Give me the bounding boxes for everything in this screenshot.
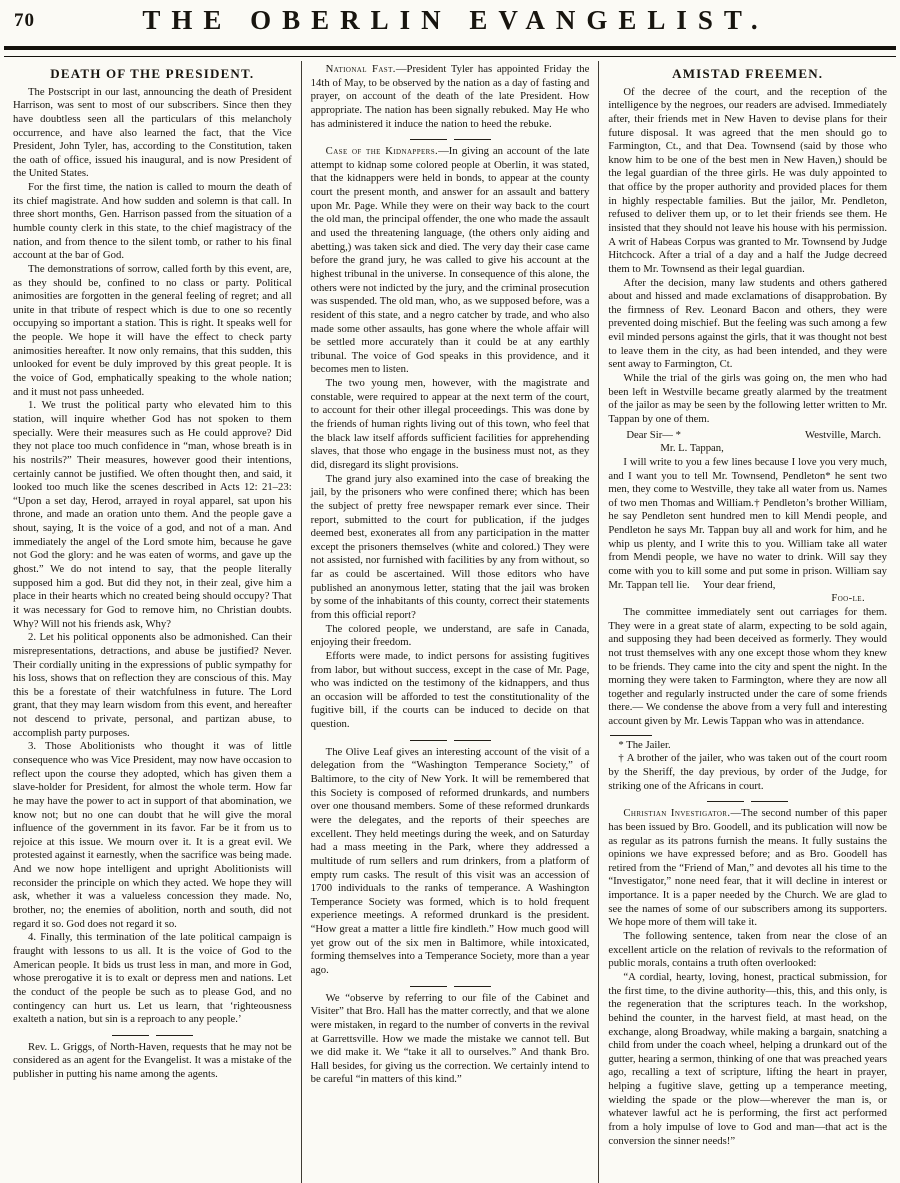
masthead-title: THE OBERLIN EVANGELIST. xyxy=(142,5,769,35)
page-header xyxy=(0,0,900,45)
paragraph: National Fast.—President Tyler has appointed Friday the 14th of May, to be observed by the nation as a day of fasting and prayer, on account of the death of the late President. How appropriate. The nation has been signally rebuked. May He who has administered it induce the nation to heed the rebuke. xyxy=(310,63,590,130)
letter-dateline xyxy=(608,427,887,443)
paragraph: The Olive Leaf gives an interesting account of the visit of a delegation from the “Washington Temperance Society,” of Baltimore, to the city of New York. It will be remembered that this Society is composed of reformed drunkards, and numbers over one thousand members. Some of these reformed drunkards were the delegates, and the reports of their speeches are excellent. They held meetings during the week, and on Saturday had a mass meeting in the Park, where they addressed a multitude of rum sellers and rum drinkers, from a platform of empty rum casks. The result of this visit was an accession of 1700 individuals to the ranks of temperance. A Washington Temperance Society was formed, which is to hold frequent experience meetings. A reformed drunkard is the president. “How great a matter a little fire kindleth.” How much good will yet grow out of the six men in Baltimore, while intoxicated, forming themselves into a Temperance Society, more than a year ago. xyxy=(310,745,590,976)
column-2 xyxy=(301,61,599,1183)
paragraph: We “observe by referring to our file of the Cabinet and Visiter” that Bro. Hall has the matter correctly, and that we alone were mistaken, in regard to the number of converts in the revival at Garrettsville. How we made the mistake we cannot tell. But we did make it. We “take it all to ourselves.” And thank Bro. Hall besides, for giving us the correction. We certainly intend to be careful “in matters of this kind.” xyxy=(310,991,590,1086)
column-3 xyxy=(598,61,896,1183)
paragraph: Christian Investigator.—The second number of this paper has been issued by Bro. Goodell, and its publication will now be as regular as its patrons furnish the means. It fully sustains the opinions we have expressed before; and as Bro. Goodell has retired from the “Friend of Man,” and devotes all his time to the “Investigator,” none need fear, that it will decline in interest or importance. It is a paper needed by the Church. We are glad to see the names of some of our subscribers among its supporters. We hope more of them will take it. xyxy=(608,807,888,929)
letter-addressee: Mr. L. Tappan, xyxy=(660,442,724,455)
section-divider xyxy=(311,984,590,987)
section-divider xyxy=(311,137,590,140)
paragraph: While the trial of the girls was going on, the men who had been left in Westville became greatly alarmed by the treatment of the jailor as may be seen by the following letter written to Mr. Tappan by one of them. xyxy=(608,372,888,425)
footnote-brother: † A brother of the jailer, who was taken out of the court room by the Sheriff, the day previous, by order of the Judge, for striking one of the Africans in court. xyxy=(608,752,888,792)
footnote-rule xyxy=(610,735,652,736)
column-area xyxy=(0,57,900,1183)
article-lead: Case of the Kidnappers. xyxy=(325,145,439,158)
article-heading: AMISTAD FREEMEN. xyxy=(672,66,824,81)
paragraph: The following sentence, taken from near the close of an excellent article on the relation of revivals to the reformation of public morals, contains a truth often overlooked: xyxy=(608,930,888,970)
article-lead: Christian Investigator. xyxy=(623,807,731,820)
paragraph: 2. Let his political opponents also be admonished. Can their misrepresentations, detractions, and abuse be justified? Never. Their cordially uniting in the expressions of public sympathy for his loss, shows that on reflection they are conscious of this. May this be a forestate of their watchfulness in future. The Lord grant, that they may learn wisdom from this event, and hereafter not descend to private, personal, and partizan abuse, to accomplish party purposes. xyxy=(13,631,292,739)
paragraph: 1. We trust the political party who elevated him to this station, will inquire whether God has not spoken to them specially. Were their measures such as He could approve? Did they not place too much confidence in “man, whose breath is in his nostrils?” Their measures, however good their intentions, certainly cannot be justified. We often thought then, and said, it looked too much like the scenes described in Acts 12: 21–23: “Upon a set day, Herod, arrayed in royal apparel, sat upon his throne, and made an oration unto them. And the people gave a shout, saying, It is the voice of a god, and not of a man. And immediately the angel of the Lord smote him, because he gave not God the glory: and he was eaten of worms, and gave up the ghost.” We do not intend to say, that the people literally supposed him a god. But did they not, in their zeal, give him a place in their hearts which no created being should occupy? That it was necessary for God to remove him, no Christian doubts. Why? Will not his friends ask, Why? xyxy=(13,399,292,630)
page-number: 70 xyxy=(14,10,35,31)
article-lead: National Fast. xyxy=(325,63,396,75)
section-divider xyxy=(608,799,887,802)
paragraph: Efforts were made, to indict persons for assisting fugitives from labor, but without success, except in the case of Mr. Page, who was indicted on the testimony of the kidnappers, and thus an occasion will be afforded to test the constitutionality of the fugitive bill, if the courts can be induced to decide on that question. xyxy=(310,649,590,731)
paragraph: The Postscript in our last, announcing the death of President Harrison, was sent to most of our subscribers. Since then they have doubtless seen all the particulars of this melancholy occurrence, and have also learned the fact, that the Vice President, John Tyler, has, according to the Constitution, taken the oath of office, issued his inaugural, and is now President of the United States. xyxy=(13,85,292,180)
paragraph: For the first time, the nation is called to mourn the death of its chief magistrate. And how sudden and solemn is that call. In three short months, Gen. Harrison passed from the situation of a humble county clerk in this state, to the chief magistracy of the nation, and from thence to the silent tomb, or rather to his final account at the bar of God. xyxy=(13,181,292,262)
letter-signature: Foo-le. xyxy=(831,592,866,605)
paragraph: Of the decree of the court, and the reception of the intelligence by the negroes, our readers are advised. Immediately after, their friends met in New Haven to devise plans for their future disposal. It was agreed that the men should go to Farmington, Ct., and that Dea. Townsend (said by those who know him to be one of the best men in New Haven,) should be the legal guardian of the three girls. He was duly appointed to that office by the proper authority and provided places for them in highly respectable families. But the jailor, Mr. Pendleton, refused to deliver them up, or to let their friends see them. He insisted that they should not leave his house with his permission. A writ of Habeas Corpus was granted to Mr. Townsend by Judge Hitchcock. After a trial of a day and a half the Judge decreed them to Mr. Townsend as their legal guardian. xyxy=(608,85,888,275)
letter-salutation: Dear Sir— * xyxy=(626,428,681,441)
paragraph: The committee immediately sent out carriages for them. They were in a great state of alarm, expecting to be sold again, and supposing they had been deceived as formerly. They would not trust themselves with any one except those whom they knew to be friends. They came into the city and spent the night. In the morning they were taken to Farmington, where they are now all together and regularly instructed under the care of some friends there.— We condense the above from a very full and interesting account given by Mr. Lewis Tappan who was in attendance. xyxy=(608,605,888,728)
header-double-rule xyxy=(4,46,896,57)
paragraph: Case of the Kidnappers.—In giving an account of the late attempt to kidnap some colored people at Oberlin, it was stated, that the kidnappers were held in bonds, to appear at the county court the present month, and answer for an assault and battery upon Mr. Page. While they were on their way back to the court the old man, the principal offender, the one who made the assault and used the threatening language, (the others only aiding and abetting,) was taken sick and died. The very day their case came before the grand jury, he was called to give his account at the highest tribunal in the universe. In consequence of this alone, the others were not indicted by the jury, and the criminal prosecution was suspended. The old man, who, as we supposed before, was a resident of this state, and a negro catcher by trade, and who also made some other assaults, has gone where the whole affair will be settled more accurately than it could be at any earthly tribunal. The voice of God speaks in this providence, and it becomes men to listen. xyxy=(310,145,590,376)
paragraph: 4. Finally, this termination of the late political campaign is fraught with lessons to us all. It is the voice of God to the American people. It bids us trust less in man, and more in God, whose prerogative it is to exalt or depress men and nations. Let the conduct of the people be such as to please God, and no contingency can hurt us. Let us learn, that ‘righteousness exalteth a nation, but sin is a reproach to any people.’ xyxy=(13,931,292,1026)
paragraph: After the decision, many law students and others gathered about and hissed and made exclamations of disapprobation. By the firmness of Rev. Leonard Bacon and others, they were prevented doing mischief. But the feeling was such among a few evil minded persons against the girls, that it was thought not best to leave them in the city, as had been intended, and they were sent away to Farmington, Ct. xyxy=(608,276,888,371)
paragraph: Rev. L. Griggs, of North-Haven, requests that he may not be considered as an agent for the Evangelist. It was a mistake of the publisher in putting his name among the agents. xyxy=(13,1040,292,1081)
letter-place-date: Westville, March. xyxy=(805,428,882,441)
article-heading: DEATH OF THE PRESIDENT. xyxy=(50,66,255,81)
letter-body: I will write to you a few lines because I love you very much, and I want you to tell Mr. Townsend, Pendleton* he sent two men, they come to Westville, they take all water from us. Names of two men Thomas and William.† Pendleton’s brother William, he say Pendleton sent hundred men to kill Mendi people, and Pendleton he says Mr. Tappan buy all and work for him, and he whip us plenty, and I write this to you. William take all water from Mendi people, we have no water to drink. Will say they come with you to kill some and put some in prison. William say Mr. Tappan tell lie. Your dear friend, xyxy=(608,455,888,591)
section-divider xyxy=(13,1033,292,1036)
paragraph: The grand jury also examined into the case of breaking the jail, by the prisoners who were confined there; which has been the subject of pretty free newspaper remark ever since. Their report, submitted to the court for publication, if the judges deemed best, exonerates all from any participation in the matter except the prisoners themselves (white and colored.) They were not assisted, nor furnished with facilities by any from without, so far as could be ascertained. Will those editors who have published an anonymous letter, stating that the jail was broken by some of the inhabitants of this county, correct their statements from this official report? xyxy=(310,472,590,621)
column-1 xyxy=(4,61,301,1183)
paragraph: The two young men, however, with the magistrate and constable, were required to appear at the next term of the court, to account for their other illegal proceedings. This was done by the friends of human rights living out of this town, who feel that the black law itself affords sufficient facilities for apprehending slaves, that those who engage in the business must not, as they did, disregard its slight provisions. xyxy=(310,377,590,471)
paragraph: The colored people, we understand, are safe in Canada, enjoying their freedom. xyxy=(310,622,590,649)
footnote-jailer: * The Jailer. xyxy=(618,738,671,751)
section-divider xyxy=(311,738,590,741)
paragraph: 3. Those Abolitionists who thought it was of little consequence who was Vice President, may now have occasion to reflect upon the course they adopted, which has given them a slave-holder for President, for almost the whole term. How far he may have the power to act in support of that abomination, we know not; but no one can doubt that he will give the moral influence of the government in its favor. Far be it from us to rejoice at this issue. We mourn over it. It is a great evil. We protested against it earnestly, when the sacrifice was being made. And we now hope intelligent and upright Abolitionists will reconsider the principle on which they acted. We hope they will ask, whether it was a valueless concession they made. No, brother, no; the enemies of abolition, north and south, did not regard it so. God does not regard it so. xyxy=(13,740,292,930)
paragraph: “A cordial, hearty, loving, honest, practical submission, for the first time, to the divine authority—this, this, and this only, is the regeneration that the scriptures teach. In the workshop, behind the counter, in the harvest field, at mast head, on the exchange, along Broadway, while making a bargain, snatching a child from under the coach wheel, helping a drunkard out of the gutter, hearing a sermon, thinking of one that was preached years ago, recalling a text of scripture, lifting the heart in prayer, helping a fugitive slave, getting up a temperance meeting, wielding the spade or the plow—wherever the man is, or whatever lawful act he is performing, the first act performed from a holy impulse of love to God and man—that act is the conversion the sinner needs!” xyxy=(608,970,888,1147)
paragraph: The demonstrations of sorrow, called forth by this event, are, as they should be, confined to no class or party. Political animosities are forgotten in the general feeling of regret; and all unite in that tribute of respect which is due to one so recently occupying so important a station. This is right. It speaks well for the people. We hope it will have the effect to check party animosities hereafter. It now only remains, that this sudden, this unlooked for event be duly improved by this great people. It is the voice of God, emphatically speaking to the whole nation; and it must not pass unheeded. xyxy=(13,262,292,398)
